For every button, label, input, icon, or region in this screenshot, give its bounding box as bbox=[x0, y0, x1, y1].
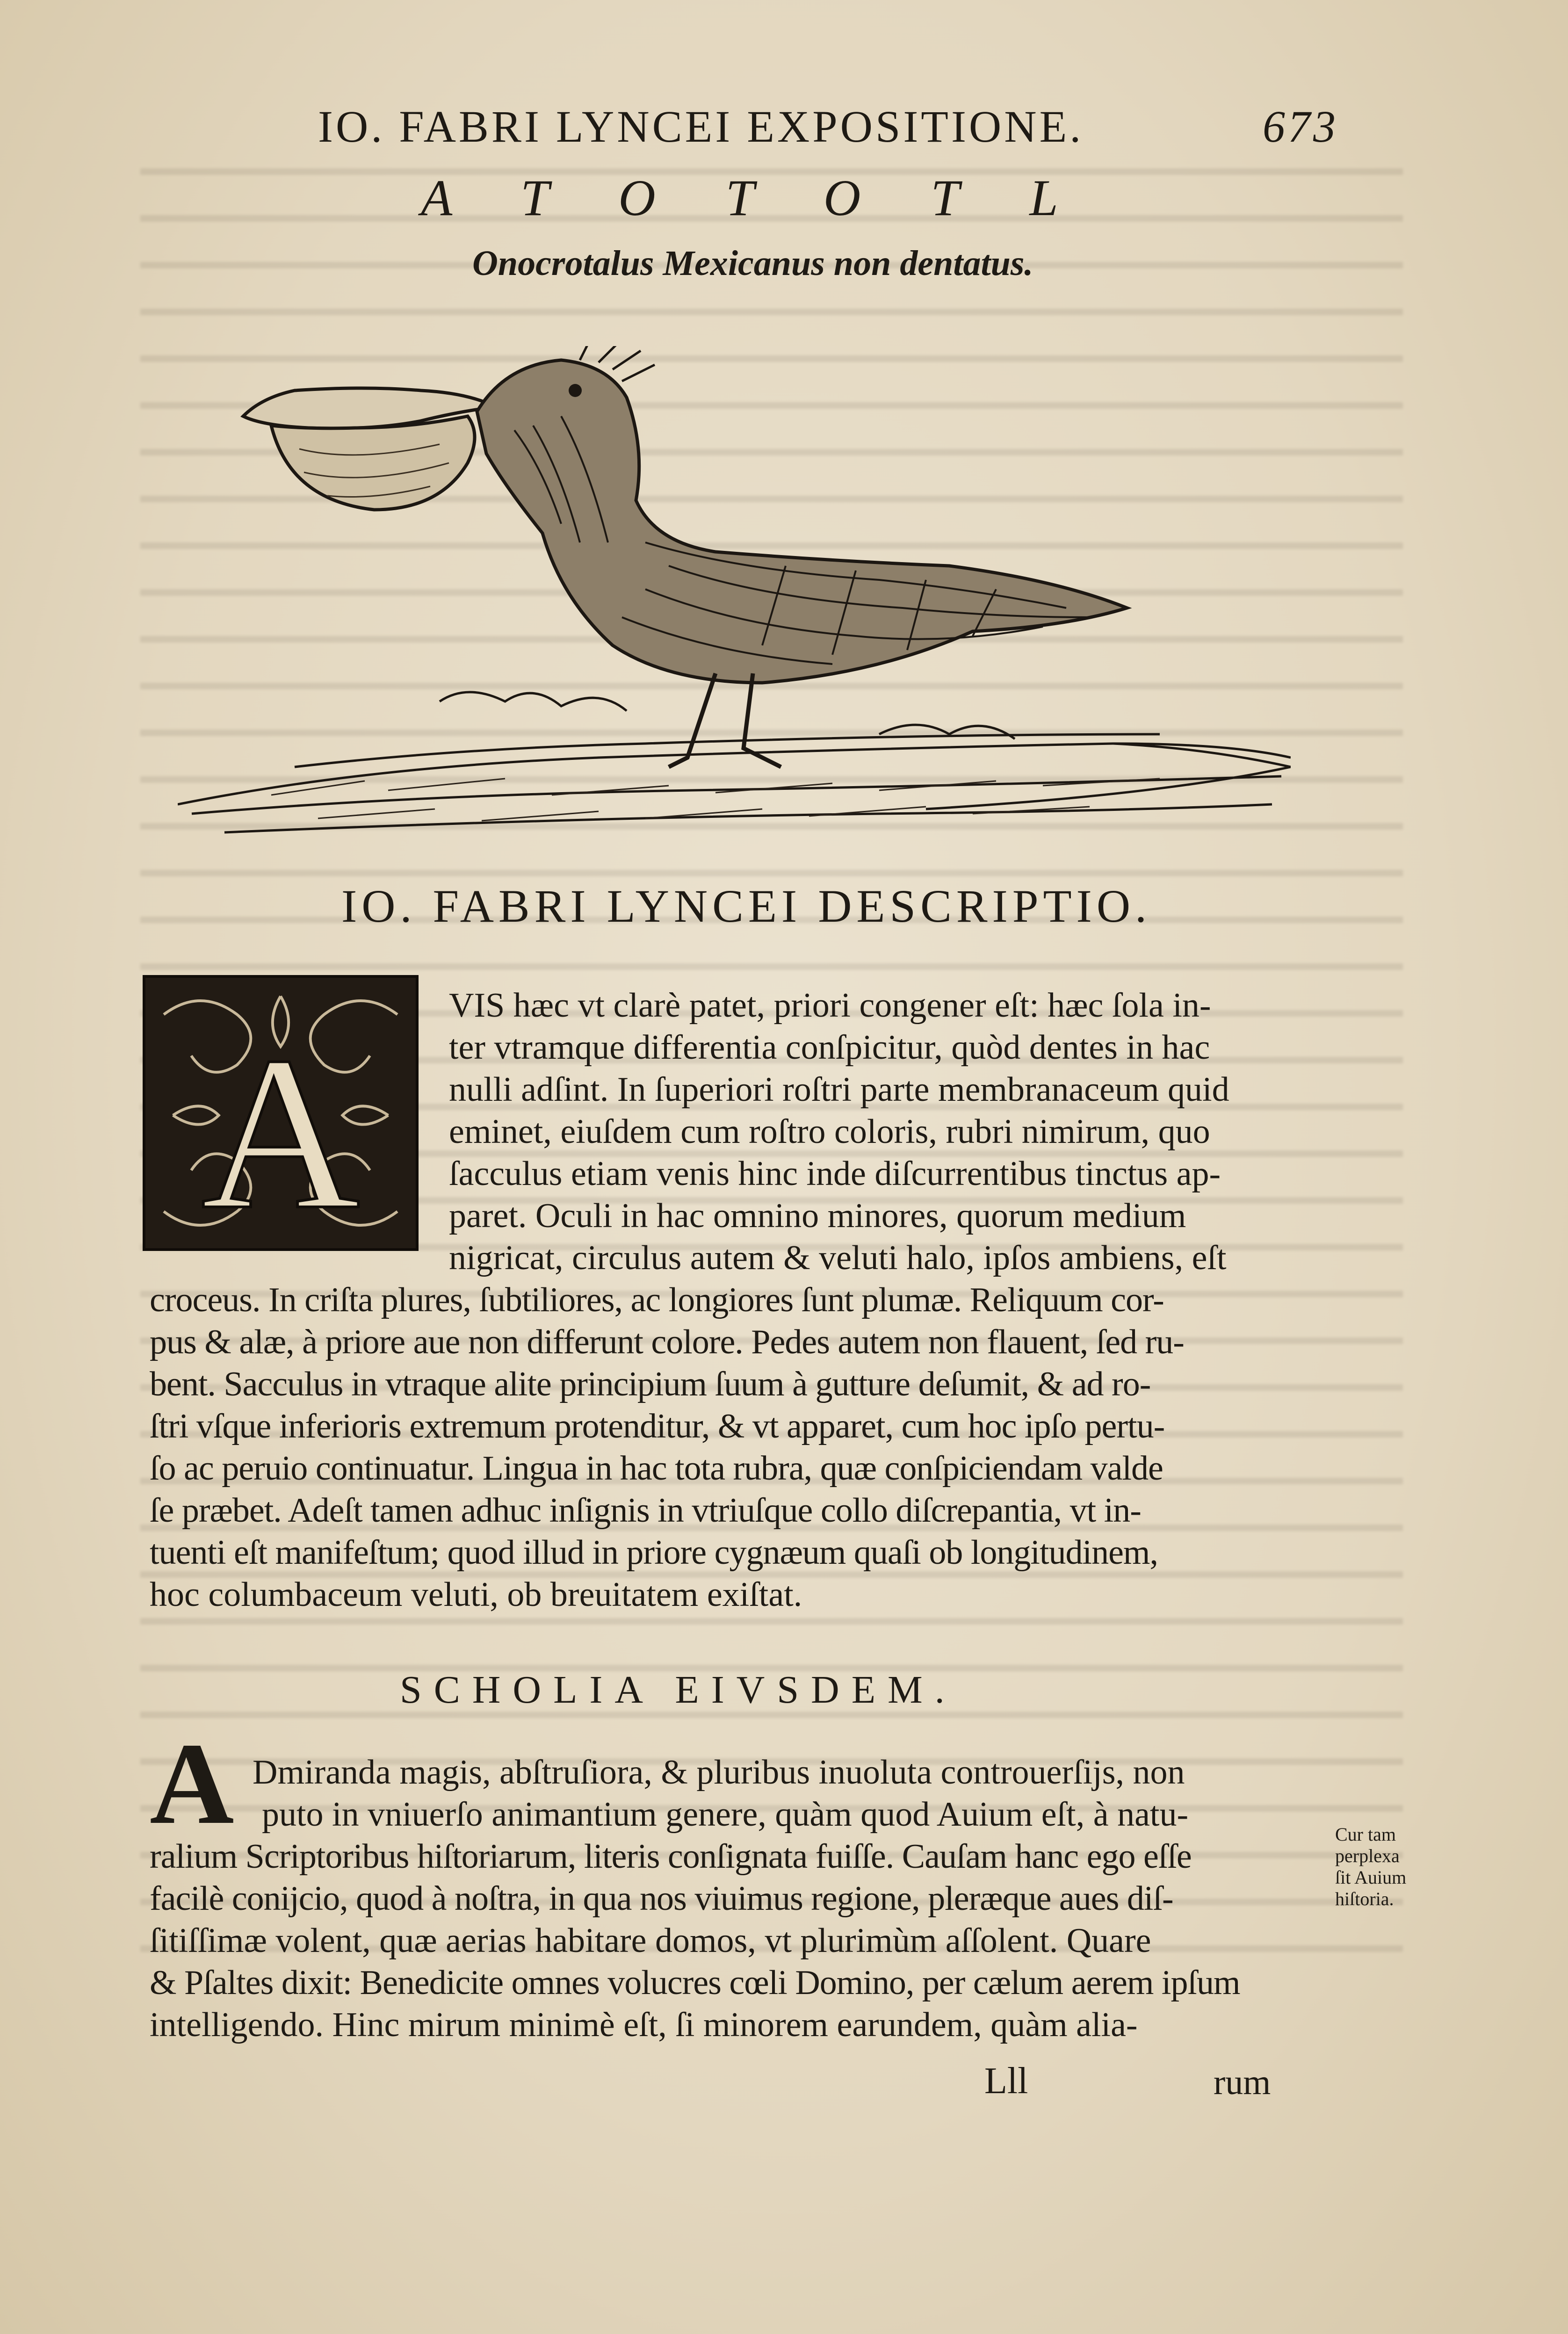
ornamental-foliage-icon bbox=[145, 978, 416, 1248]
description-line-6: paret. Oculi in hac omnino minores, quorum medium bbox=[449, 1197, 1186, 1235]
species-subtitle: Onocrotalus Mexicanus non dentatus. bbox=[472, 244, 1033, 283]
scholia-line-1: Dmiranda magis, abſtruſiora, & pluribus inuoluta controuerſijs, non bbox=[253, 1753, 1185, 1792]
description-heading: IO. FABRI LYNCEI DESCRIPTIO. bbox=[341, 880, 1152, 932]
species-name: ATOTOTL bbox=[421, 169, 1128, 226]
description-line-2: ter vtramque differentia conſpicitur, quòd dentes in hac bbox=[449, 1028, 1210, 1067]
description-line-10: bent. Sacculus in vtraque alite principium ſuum à gutture deſumit, & ad ro- bbox=[150, 1365, 1151, 1403]
description-line-12: ſo ac peruio continuatur. Lingua in hac tota rubra, quæ conſpiciendam valde bbox=[150, 1449, 1163, 1488]
scholia-line-7: intelligendo. Hinc mirum minimè eſt, ſi minorem earundem, quàm alia- bbox=[150, 2006, 1138, 2044]
svg-text:A: A bbox=[201, 1011, 360, 1248]
description-line-9: pus & alæ, à priore aue non differunt colore. Pedes autem non flauent, ſed ru- bbox=[150, 1323, 1184, 1361]
signature-mark: Lll bbox=[984, 2060, 1028, 2102]
margin-note-line: ſit Auium bbox=[1335, 1867, 1407, 1888]
description-line-5: ſacculus etiam venis hinc inde diſcurrentibus tinctus ap- bbox=[449, 1155, 1221, 1193]
description-line-11: ſtri vſque inferioris extremum protenditur, & vt apparet, cum hoc ipſo pertu- bbox=[150, 1407, 1165, 1445]
description-line-7: nigricat, circulus autem & veluti halo, ipſos ambiens, eſt bbox=[449, 1239, 1227, 1277]
description-line-4: eminet, eiuſdem cum roſtro coloris, rubri nimirum, quo bbox=[449, 1113, 1210, 1151]
description-line-13: ſe præbet. Adeſt tamen adhuc inſignis in vtriuſque collo diſcrepantia, vt in- bbox=[150, 1491, 1141, 1530]
scholia-heading: SCHOLIA EIVSDEM. bbox=[400, 1668, 957, 1712]
description-line-3: nulli adſint. In ſuperiori roſtri parte membranaceum quid bbox=[449, 1070, 1229, 1109]
description-line-1: VIS hæc vt clarè patet, priori congener eſt: hæc ſola in- bbox=[449, 986, 1211, 1025]
scholia-line-2: puto in vniuerſo animantium genere, quàm quod Auium eſt, à natu- bbox=[262, 1795, 1189, 1834]
running-header bbox=[318, 101, 1347, 152]
scholia-initial: A bbox=[150, 1719, 234, 1849]
decorated-initial bbox=[143, 975, 419, 1251]
catchword: rum bbox=[1214, 2063, 1271, 2102]
scholia-line-5: ſitiſſimæ volent, quæ aerias habitare domos, vt plurimùm aſſolent. Quare bbox=[150, 1922, 1151, 1960]
margin-note-line: Cur tam bbox=[1335, 1824, 1396, 1845]
description-line-14: tuenti eſt manifeſtum; quod illud in priore cygnæum quaſi ob longitudinem, bbox=[150, 1533, 1158, 1572]
margin-note bbox=[1335, 1824, 1447, 1945]
running-title: IO. FABRI LYNCEI EXPOSITIONE. bbox=[318, 101, 1084, 152]
description-line-8: croceus. In criſta plures, ſubtiliores, ac longiores ſunt plumæ. Reliquum cor- bbox=[150, 1281, 1164, 1319]
margin-note-line: perplexa bbox=[1335, 1845, 1400, 1866]
scholia-line-4: facilè conijcio, quod à noſtra, in qua nos viuimus regione, pleræque aues diſ- bbox=[150, 1879, 1173, 1918]
margin-note-line: hiſtoria. bbox=[1335, 1888, 1394, 1909]
description-line-15: hoc columbaceum veluti, ob breuitatem exiſtat. bbox=[150, 1575, 802, 1614]
page-number: 673 bbox=[1263, 101, 1338, 152]
bird-woodcut-illustration bbox=[178, 346, 1291, 851]
scholia-line-6: & Pſaltes dixit: Benedicite omnes volucres cœli Domino, per cælum aerem ipſum bbox=[150, 1964, 1240, 2002]
scholia-line-3: ralium Scriptoribus hiſtoriarum, literis conſignata fuiſſe. Cauſam hanc ego eſſe bbox=[150, 1837, 1192, 1876]
